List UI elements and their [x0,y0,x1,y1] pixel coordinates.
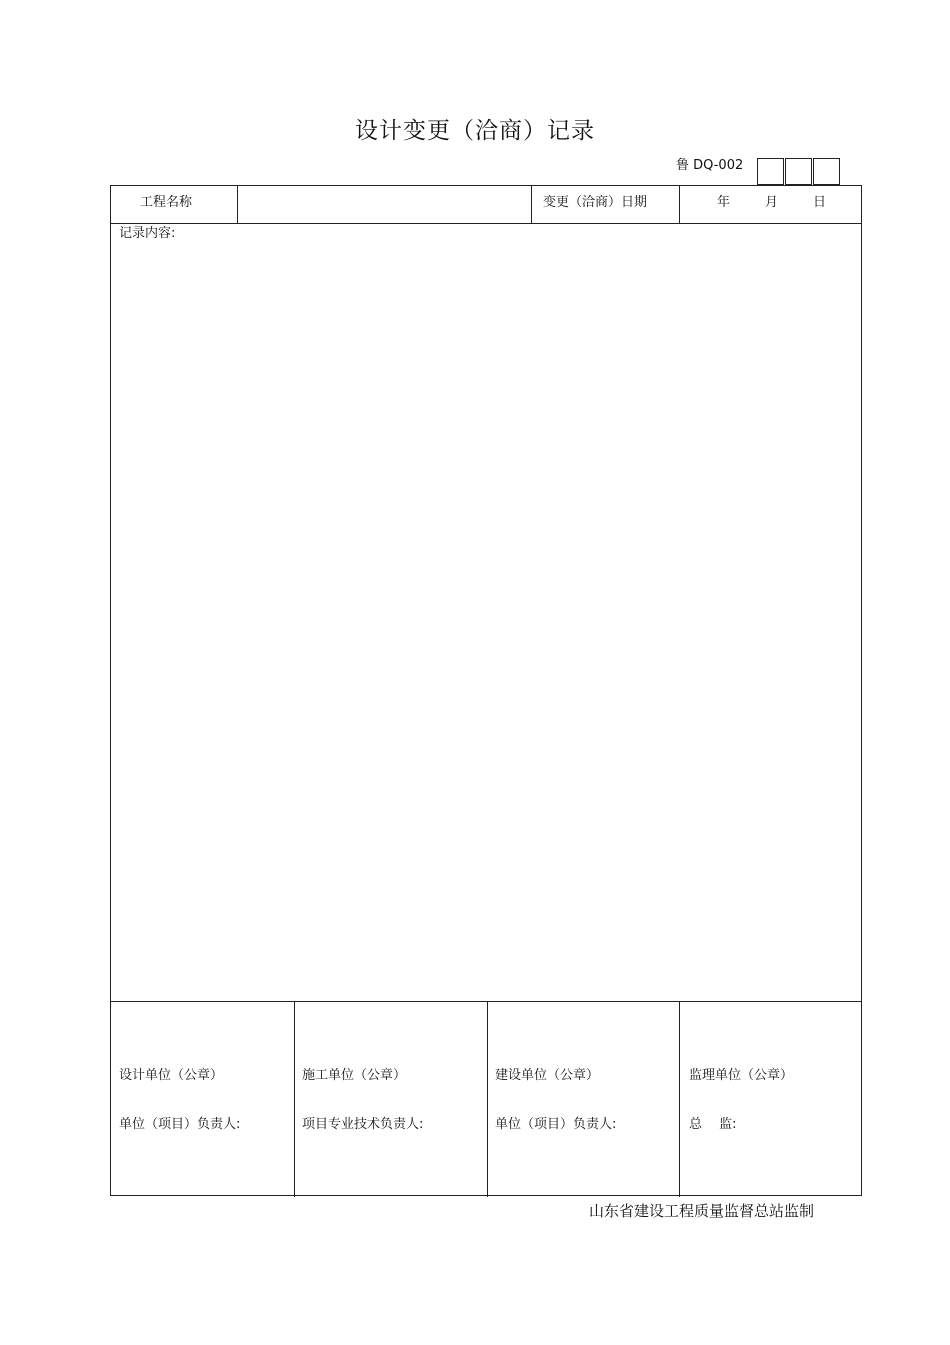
date-year-label: 年 [717,195,731,210]
form-code-label: 鲁 DQ-002 [676,158,744,173]
change-date-label: 变更（洽商）日期 [543,195,648,210]
construction-unit-person-label: 项目专业技术负责人: [302,1117,424,1132]
code-box-3[interactable] [813,158,840,185]
code-box-1[interactable] [757,158,784,185]
owner-unit-seal-label: 建设单位（公章） [495,1068,600,1083]
signature-divider-3 [679,1001,680,1197]
change-record-form [110,185,862,1196]
chief-supervisor-label: 总 监: [689,1117,737,1132]
date-month-label: 月 [765,195,779,210]
construction-unit-seal-label: 施工单位（公章） [302,1068,407,1083]
header-divider-1 [237,186,238,223]
record-content-label: 记录内容: [119,226,176,241]
owner-unit-person-label: 单位（项目）负责人: [495,1117,617,1132]
design-unit-seal-label: 设计单位（公章） [119,1068,224,1083]
project-name-field[interactable] [245,195,525,211]
signature-section-divider [111,1001,861,1002]
header-divider-2 [531,186,532,223]
record-content-area[interactable] [115,246,855,996]
header-row-divider [111,223,861,224]
signature-divider-2 [487,1001,488,1197]
issuer-footer: 山东省建设工程质量监督总站监制 [589,1202,815,1220]
signature-divider-1 [294,1001,295,1197]
page-title: 设计变更（洽商）记录 [355,118,595,144]
date-day-label: 日 [813,195,827,210]
supervision-unit-seal-label: 监理单位（公章） [689,1068,794,1083]
project-name-label: 工程名称 [140,195,193,210]
header-divider-3 [679,186,680,223]
code-box-2[interactable] [785,158,812,185]
design-unit-person-label: 单位（项目）负责人: [119,1117,241,1132]
